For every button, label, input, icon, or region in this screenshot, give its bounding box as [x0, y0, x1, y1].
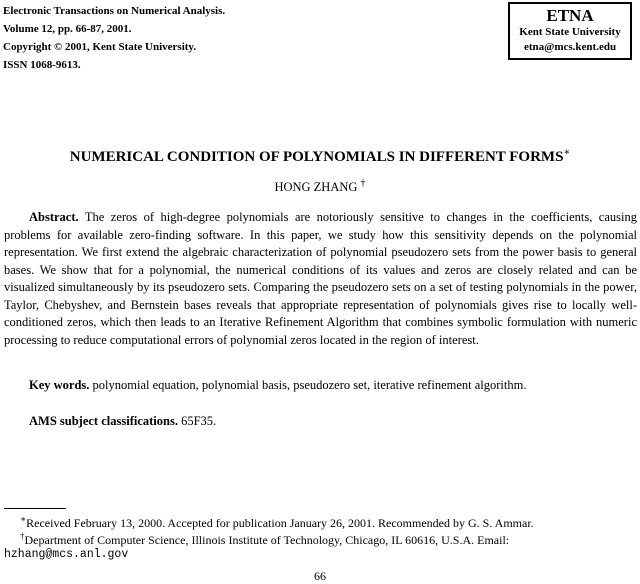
author-line: [0, 178, 640, 195]
etna-university: Kent State University: [519, 26, 621, 38]
footnote-divider: [4, 508, 66, 509]
title-footnote-mark: ∗: [563, 147, 571, 158]
keywords-label: Key words.: [29, 378, 90, 392]
journal-header: [3, 2, 225, 74]
abstract: [4, 209, 637, 349]
abstract-label: Abstract.: [29, 210, 79, 224]
journal-volume: Volume 12, pp. 66-87, 2001.: [3, 23, 132, 35]
paper-title-text: NUMERICAL CONDITION OF POLYNOMIALS IN DIFFERENT FORMS: [69, 149, 564, 165]
footnote-received: [20, 514, 534, 531]
author-footnote-mark: †: [360, 178, 366, 189]
footnote-received-mark: ∗: [20, 514, 27, 524]
author-email-link[interactable]: hzhang@mcs.anl.gov: [4, 548, 129, 561]
ams-classifications: [29, 414, 216, 429]
footnote-department-mark: †: [20, 531, 25, 541]
etna-box: [508, 2, 632, 60]
author-name: HONG ZHANG: [274, 180, 358, 195]
ams-label: AMS subject classifications.: [29, 414, 178, 428]
etna-name: ETNA: [546, 6, 594, 25]
abstract-text: The zeros of high-degree polynomials are notoriously sensitive to changes in the coefficients, causing problems for available zero-finding software. In this paper, we study how this sensitivity depends on the polynomial representation. We first extend the algebraic characterization of polynomial pseudozero sets from the power basis to general bases. We show that for a polynomial, the numerical conditions of its values and zeros are closely related and can be visualized simultaneously by its pseudozero sets. Comparing the pseudozero sets on a set of testing polynomials in the power, Taylor, Chebyshev, and Bernstein bases reveals that appropriate representation of polynomials gives rise to locally well-conditioned zeros, which then leads to an Iterative Refinement Algorithm that combines symbolic formulation with numeric processing to reduce computational errors of polynomial zeros located in the region of interest.: [4, 210, 637, 347]
footnote-department: [20, 531, 509, 548]
keywords-text: polynomial equation, polynomial basis, pseudozero set, iterative refinement algorithm.: [92, 378, 527, 392]
journal-issn: ISSN 1068-9613.: [3, 59, 81, 71]
footnote-received-text: Received February 13, 2000. Accepted for publication January 26, 2001. Recommended by G. S. Ammar.: [26, 516, 534, 530]
ams-text: 65F35.: [181, 414, 217, 428]
footnote-department-text: Department of Computer Science, Illinois Institute of Technology, Chicago, IL 60616, U.S.A. Email:: [24, 533, 510, 547]
paper-title: [0, 147, 640, 166]
etna-email: etna@mcs.kent.edu: [523, 41, 617, 53]
journal-name: Electronic Transactions on Numerical Analysis.: [3, 5, 226, 17]
page-number: 66: [314, 569, 326, 583]
journal-copyright: Copyright © 2001, Kent State University.: [3, 41, 197, 53]
keywords: [29, 378, 526, 393]
